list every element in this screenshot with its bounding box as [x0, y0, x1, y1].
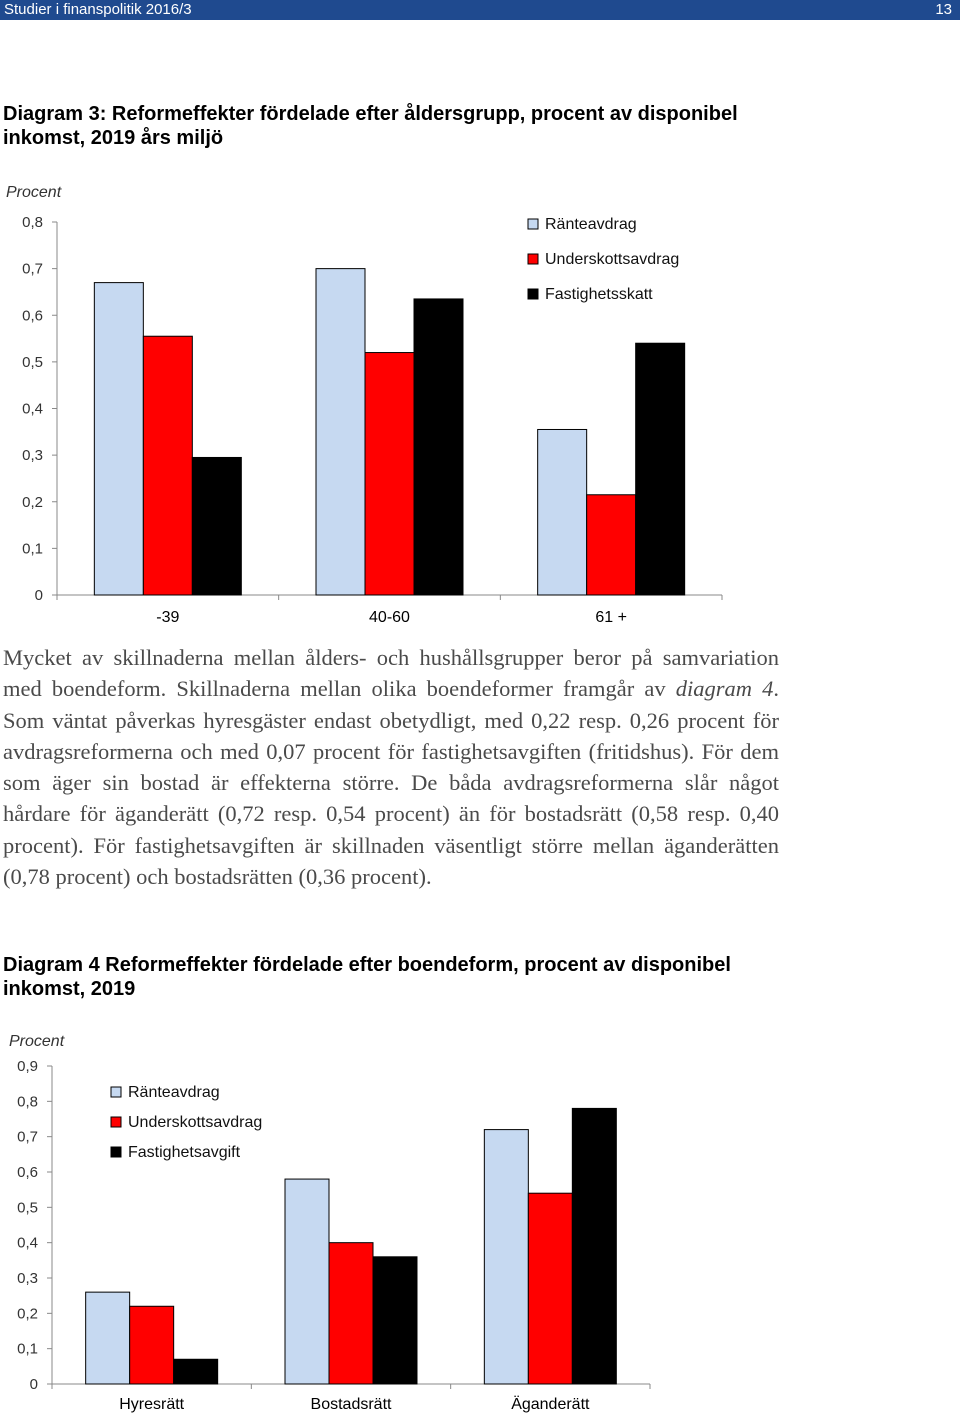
bar-ranteavdrag-40-60	[316, 269, 365, 595]
bar-fastighetsavgift-bostadsratt	[373, 1257, 417, 1384]
page-number: 13	[935, 1, 952, 18]
legend-label-ranteavdrag: Ränteavdrag	[545, 216, 637, 233]
body-text-part1: Mycket av skillnaderna mellan ålders- och hushållsgrupper beror på samvariation med boendeform. Skillnaderna mellan olika boendeformer framgår av	[3, 645, 779, 702]
legend-label-ranteavdrag: Ränteavdrag	[128, 1084, 220, 1101]
y-tick-label: 0,2	[17, 1305, 38, 1323]
y-tick-label: 0	[34, 587, 43, 604]
y-tick-label: 0,6	[22, 307, 43, 325]
y-tick-label: 0,3	[17, 1270, 38, 1287]
legend-label-underskottsavdrag: Underskottsavdrag	[128, 1114, 263, 1131]
bar-underskottsavdrag-aganderatt	[528, 1193, 572, 1384]
bar-fastighetsskatt-61-plus	[636, 343, 685, 595]
legend-swatch-underskottsavdrag	[111, 1117, 121, 1127]
y-tick-label: 0,4	[17, 1234, 38, 1252]
legend-swatch-ranteavdrag	[528, 219, 538, 229]
x-tick-label-hyresratt: Hyresrätt	[119, 1396, 185, 1413]
page-header	[0, 0, 960, 20]
y-axis-title: Procent	[6, 184, 62, 201]
y-tick-label: 0,5	[17, 1199, 38, 1217]
bar-underskottsavdrag-hyresratt	[130, 1306, 174, 1384]
chart2-heading: Diagram 4 Reformeffekter fördelade efter boendeform, procent av disponibel inkomst, 2019	[3, 954, 731, 1000]
publication-title: Studier i finanspolitik 2016/3	[4, 1, 192, 18]
bar-fastighetsskatt-40-60	[414, 299, 463, 595]
bar-underskottsavdrag-61-plus	[587, 495, 636, 595]
diagram-reference: diagram 4	[675, 676, 774, 702]
y-tick-label: 0,7	[17, 1128, 38, 1146]
x-tick-label-aganderatt: Äganderätt	[511, 1396, 590, 1413]
body-text-part2: . Som väntat påverkas hyresgäster endast obetydligt, med 0,22 resp. 0,26 procent för avdragsreformerna och med 0,07 procent för fastighetsavgiften (fritidshus). För dem som äger sin bostad är effekterna större. De båda avdragsreformerna slår något hårdare för äganderätt (0,72 resp. 0,54 procent) än för bostadsrätt (0,58 resp. 0,40 procent). För fastighetsavgiften är skillnaden väsentligt större mellan äganderätten (0,78 procent) och bostadsrätten (0,36 procent).	[3, 676, 780, 890]
bar-ranteavdrag-hyresratt	[86, 1292, 130, 1384]
y-tick-label: 0,6	[17, 1164, 38, 1181]
y-tick-label: 0,1	[17, 1340, 38, 1358]
y-tick-label: 0,8	[22, 214, 43, 231]
bar-fastighetsavgift-hyresratt	[174, 1359, 218, 1384]
x-tick-label-40-60: 40-60	[369, 609, 410, 626]
bar-underskottsavdrag-39	[143, 336, 192, 595]
legend-label-fastighetsavgift: Fastighetsavgift	[128, 1144, 241, 1161]
bar-underskottsavdrag-40-60	[365, 353, 414, 595]
y-tick-label: 0,5	[22, 353, 43, 371]
legend-label-underskottsavdrag: Underskottsavdrag	[545, 251, 680, 268]
bar-ranteavdrag-39	[94, 283, 143, 595]
legend-swatch-ranteavdrag	[111, 1087, 121, 1097]
legend-label-fastighetsskatt: Fastighetsskatt	[545, 286, 653, 303]
chart1-heading: Diagram 3: Reformeffekter fördelade efter åldersgrupp, procent av disponibel inkomst, 2019 års miljö	[3, 103, 738, 149]
bar-ranteavdrag-bostadsratt	[285, 1179, 329, 1384]
y-tick-label: 0,9	[17, 1058, 38, 1075]
legend-swatch-fastighetsskatt	[528, 289, 538, 299]
bar-ranteavdrag-aganderatt	[484, 1130, 528, 1384]
y-axis-title: Procent	[9, 1033, 65, 1050]
y-tick-label: 0,3	[22, 447, 43, 465]
x-tick-label-39: -39	[156, 609, 180, 626]
body-paragraph	[3, 642, 779, 892]
legend-swatch-underskottsavdrag	[528, 254, 538, 264]
bar-fastighetsavgift-aganderatt	[572, 1108, 616, 1384]
legend-swatch-fastighetsavgift	[111, 1147, 121, 1157]
x-tick-label-61-plus: 61 +	[595, 609, 627, 626]
chart-age-groups	[0, 178, 960, 628]
y-tick-label: 0,4	[22, 400, 43, 418]
y-tick-label: 0,8	[17, 1093, 38, 1111]
y-tick-label: 0	[29, 1376, 38, 1393]
y-tick-label: 0,2	[22, 493, 43, 511]
x-tick-label-bostadsratt: Bostadsrätt	[310, 1396, 392, 1413]
bar-fastighetsskatt-39	[192, 457, 241, 595]
bar-underskottsavdrag-bostadsratt	[329, 1243, 373, 1384]
bar-ranteavdrag-61-plus	[538, 429, 587, 595]
chart-housing-types	[0, 1025, 960, 1414]
y-tick-label: 0,7	[22, 260, 43, 278]
y-tick-label: 0,1	[22, 540, 43, 558]
